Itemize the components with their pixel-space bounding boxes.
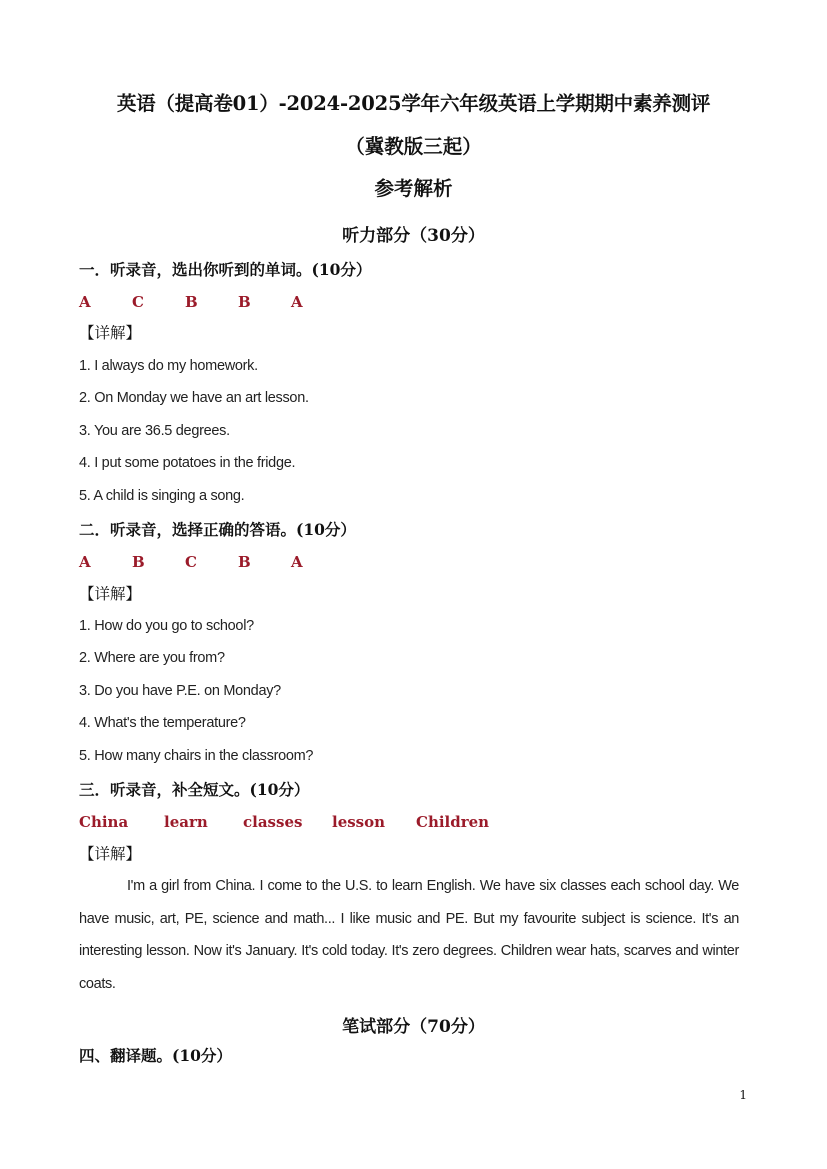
answer-3: B	[185, 293, 198, 311]
answer-4: B	[238, 293, 251, 311]
answer-4: B	[238, 553, 251, 571]
section2-line-5: 5. How many chairs in the classroom?	[79, 748, 314, 764]
answer-2: B	[132, 553, 145, 571]
section3-detail-label: 【详解】	[79, 845, 142, 863]
section1-heading: 一．听录音，选出你听到的单词。(10分）	[79, 260, 372, 279]
answer-2: learn	[164, 813, 208, 831]
answer-1: China	[79, 813, 129, 831]
answer-1: A	[79, 293, 91, 311]
section2-line-2: 2. Where are you from?	[79, 650, 225, 666]
section2-line-4: 4. What's the temperature?	[79, 715, 246, 731]
answer-4: lesson	[332, 813, 386, 831]
answer-1: A	[79, 553, 91, 571]
section4-heading: 四、翻译题。(10分）	[79, 1046, 232, 1065]
section2-heading: 二．听录音，选择正确的答语。(10分）	[79, 520, 356, 539]
answer-5: A	[291, 293, 303, 311]
answer-5: Children	[416, 813, 490, 831]
section2-detail-label: 【详解】	[79, 585, 142, 603]
document-title: 英语（提高卷01）-2024-2025学年六年级英语上学期期中素养测评	[116, 92, 711, 115]
section1-line-2: 2. On Monday we have an art lesson.	[79, 390, 309, 406]
listening-part-heading: 听力部分（30分）	[342, 226, 485, 246]
section2-line-3: 3. Do you have P.E. on Monday?	[79, 683, 281, 699]
section1-line-1: 1. I always do my homework.	[79, 358, 258, 374]
section1-detail-label: 【详解】	[79, 324, 142, 342]
answer-2: C	[132, 293, 144, 311]
section2-line-1: 1. How do you go to school?	[79, 618, 254, 634]
section1-line-3: 3. You are 36.5 degrees.	[79, 423, 230, 439]
document-heading-analysis: 参考解析	[374, 177, 453, 200]
answer-3: C	[185, 553, 197, 571]
document-subtitle: （冀教版三起）	[345, 135, 482, 158]
section1-line-4: 4. I put some potatoes in the fridge.	[79, 455, 296, 471]
page-number: 1	[739, 1088, 747, 1102]
section3-paragraph: I'm a girl from China. I come to the U.S. to learn English. We have six classes each school day. We have music, art, PE, science and math... I like music and PE. But my favourite subject is science. It's an interesting lesson. Now it's January. It's cold today. It's zero degrees. Children wear hats, scarves and winter coats.	[79, 878, 739, 992]
answer-3: classes	[243, 813, 303, 831]
section3-heading: 三．听录音，补全短文。(10分）	[79, 780, 310, 799]
writing-part-heading: 笔试部分（70分）	[342, 1017, 485, 1037]
section1-line-5: 5. A child is singing a song.	[79, 488, 245, 504]
answer-5: A	[291, 553, 303, 571]
